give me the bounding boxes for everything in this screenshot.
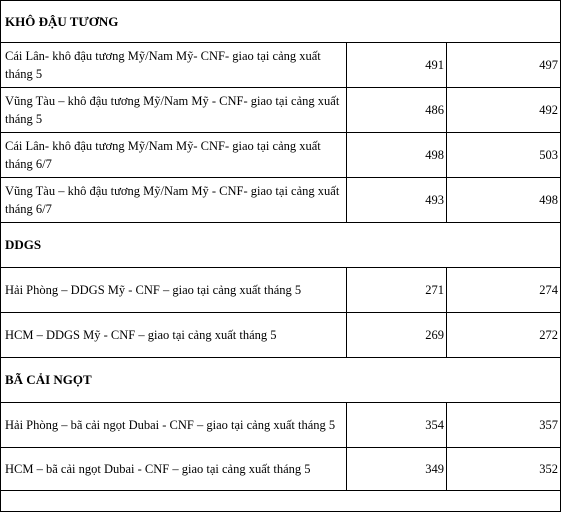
table-row xyxy=(1,43,561,88)
row-description: HCM – bã cải ngọt Dubai - CNF – giao tại cảng xuất tháng 5 xyxy=(1,448,347,491)
row-description: Cái Lân- khô đậu tương Mỹ/Nam Mỹ- CNF- giao tại cảng xuất tháng 6/7 xyxy=(1,133,347,178)
price-value-2: 357 xyxy=(447,403,561,448)
table-row xyxy=(1,133,561,178)
section-title: KHÔ ĐẬU TƯƠNG xyxy=(1,1,561,43)
section-header-row xyxy=(1,358,561,403)
price-value-1: 271 xyxy=(347,268,447,313)
table-row xyxy=(1,88,561,133)
row-description: Hải Phòng – bã cải ngọt Dubai - CNF – giao tại cảng xuất tháng 5 xyxy=(1,403,347,448)
section-title: DDGS xyxy=(1,223,561,268)
empty-row xyxy=(1,491,561,512)
table-row xyxy=(1,313,561,358)
row-description: Hải Phòng – DDGS Mỹ - CNF – giao tại cảng xuất tháng 5 xyxy=(1,268,347,313)
table-row xyxy=(1,178,561,223)
price-value-2: 274 xyxy=(447,268,561,313)
price-value-2: 352 xyxy=(447,448,561,491)
row-description: HCM – DDGS Mỹ - CNF – giao tại cảng xuất tháng 5 xyxy=(1,313,347,358)
row-description: Cái Lân- khô đậu tương Mỹ/Nam Mỹ- CNF- giao tại cảng xuất tháng 5 xyxy=(1,43,347,88)
price-value-2: 497 xyxy=(447,43,561,88)
empty-cell xyxy=(1,491,561,512)
price-value-2: 498 xyxy=(447,178,561,223)
table-row xyxy=(1,403,561,448)
section-title: BÃ CẢI NGỌT xyxy=(1,358,561,403)
price-value-1: 354 xyxy=(347,403,447,448)
price-value-2: 492 xyxy=(447,88,561,133)
price-value-2: 272 xyxy=(447,313,561,358)
price-value-1: 486 xyxy=(347,88,447,133)
price-value-1: 491 xyxy=(347,43,447,88)
section-header-row xyxy=(1,223,561,268)
row-description: Vũng Tàu – khô đậu tương Mỹ/Nam Mỹ - CNF- giao tại cảng xuất tháng 5 xyxy=(1,88,347,133)
price-value-1: 498 xyxy=(347,133,447,178)
price-value-2: 503 xyxy=(447,133,561,178)
table-row xyxy=(1,448,561,491)
section-header-row xyxy=(1,1,561,43)
table-row xyxy=(1,268,561,313)
price-value-1: 349 xyxy=(347,448,447,491)
row-description: Vũng Tàu – khô đậu tương Mỹ/Nam Mỹ - CNF- giao tại cảng xuất tháng 6/7 xyxy=(1,178,347,223)
price-value-1: 269 xyxy=(347,313,447,358)
price-value-1: 493 xyxy=(347,178,447,223)
